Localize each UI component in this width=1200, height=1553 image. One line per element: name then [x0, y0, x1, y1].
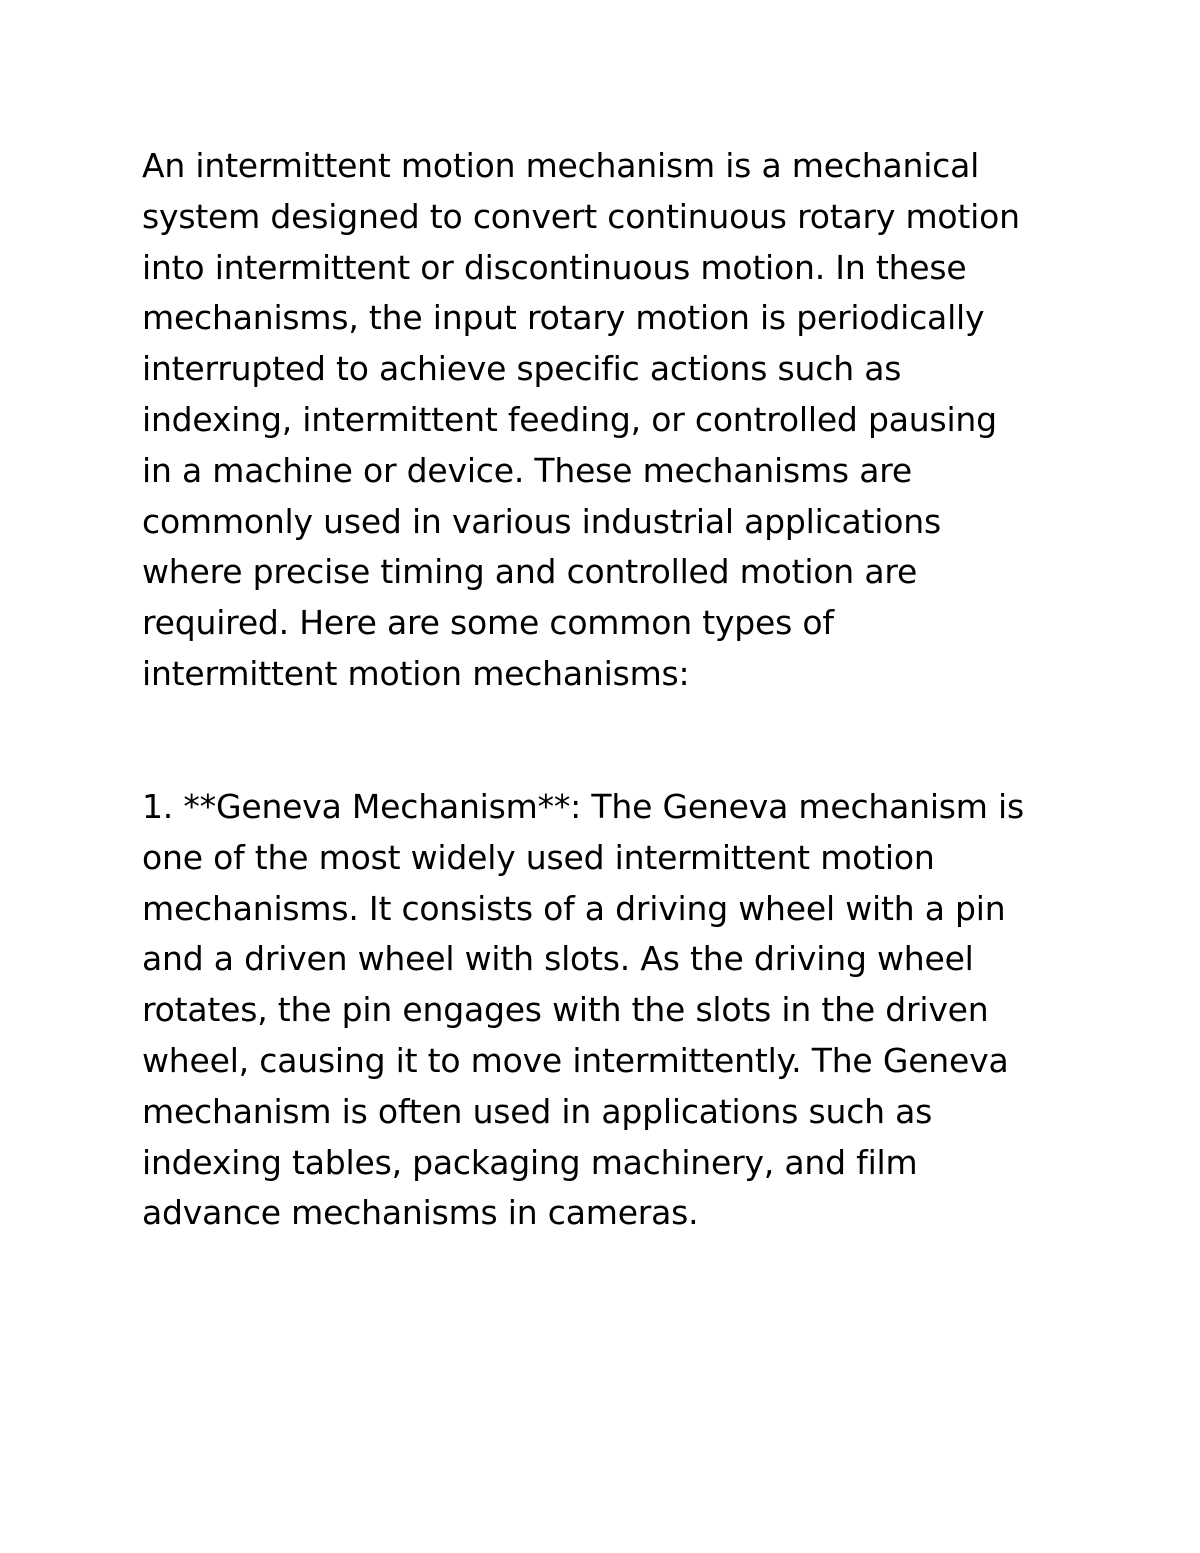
text-line: where precise timing and controlled motion are [142, 552, 918, 592]
text-line: commonly used in various industrial applications [142, 501, 941, 541]
text-line: indexing, intermittent feeding, or controlled pausing [142, 399, 997, 439]
text-line: required. Here are some common types of [142, 603, 834, 643]
text-line: intermittent motion mechanisms: [142, 653, 690, 693]
text-line: 1. **Geneva Mechanism**: The Geneva mechanism is [142, 787, 1024, 826]
text-line: wheel, causing it to move intermittently. The Geneva [142, 1040, 1009, 1080]
text-line: rotates, the pin engages with the slots in the driven [142, 990, 989, 1030]
text-line: mechanism is often used in applications such as [142, 1091, 933, 1131]
text-line: in a machine or device. These mechanisms are [142, 450, 912, 490]
text-line: indexing tables, packaging machinery, and film [142, 1142, 918, 1182]
text-line: An intermittent motion mechanism is a mechanical [142, 146, 980, 185]
text-line: mechanisms, the input rotary motion is periodically [142, 298, 985, 338]
text-line: into intermittent or discontinuous motion. In these [142, 247, 967, 287]
text-line: and a driven wheel with slots. As the driving wheel [142, 939, 974, 979]
text-line: one of the most widely used intermittent motion [142, 837, 935, 877]
text-line: interrupted to achieve specific actions such as [142, 349, 902, 389]
text-line: advance mechanisms in cameras. [142, 1193, 699, 1233]
text-line: mechanisms. It consists of a driving wheel with a pin [142, 888, 1006, 928]
paragraph-intro [142, 141, 1082, 700]
text-line: system designed to convert continuous rotary motion [142, 196, 1020, 236]
paragraph-geneva-mechanism [142, 782, 1082, 1239]
